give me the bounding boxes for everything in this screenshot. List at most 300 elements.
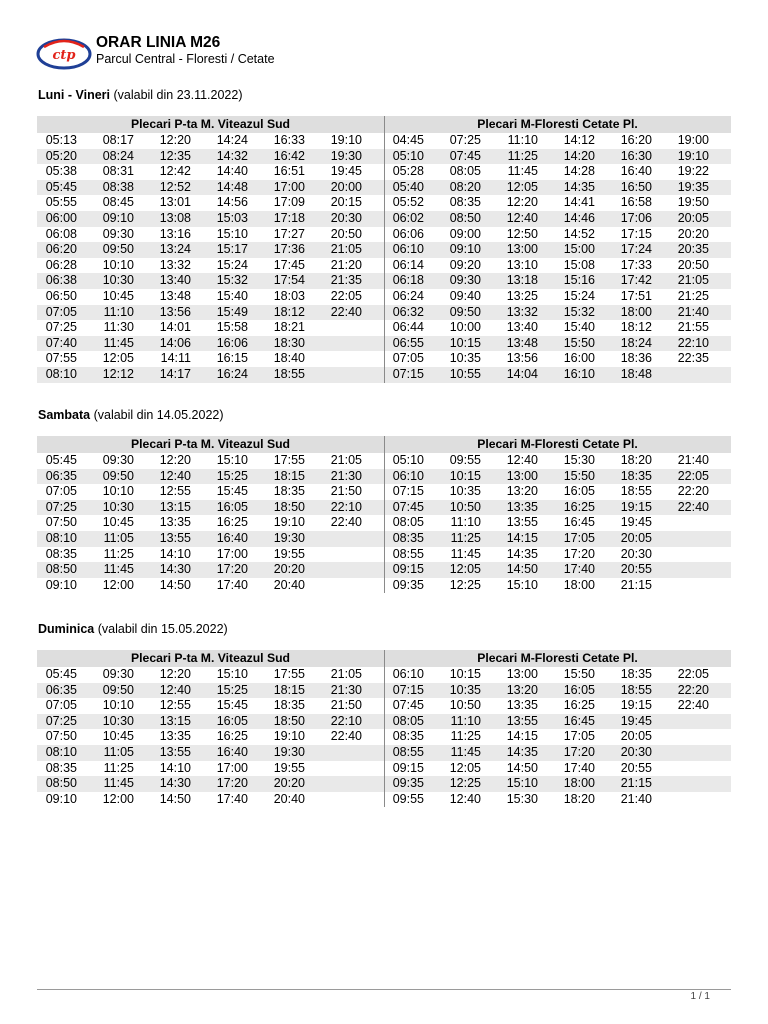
departure-time: 07:40	[45, 335, 77, 350]
departure-time: 17:15	[620, 226, 652, 241]
departure-time: 22:40	[330, 729, 362, 744]
departure-time: 17:20	[216, 776, 248, 791]
departure-time: 06:20	[45, 242, 77, 257]
departure-time: 21:40	[677, 453, 709, 467]
departure-time: 13:18	[506, 273, 538, 288]
departure-time: 07:50	[45, 729, 77, 744]
departure-time: 08:35	[392, 530, 424, 545]
departure-time: 13:32	[506, 304, 538, 319]
departure-time: 12:42	[159, 164, 191, 179]
departure-time: 05:45	[45, 453, 77, 467]
departure-time: 19:15	[620, 499, 652, 514]
departure-time: 17:20	[216, 562, 248, 577]
departure-time: 21:15	[620, 577, 652, 592]
departure-time: 11:25	[507, 148, 538, 163]
departure-time: 08:05	[392, 713, 424, 728]
departure-time: 13:10	[506, 257, 538, 272]
departure-time: 06:38	[45, 273, 77, 288]
departure-time: 07:25	[449, 133, 481, 147]
departure-time: 07:25	[45, 713, 77, 728]
departure-time: 21:30	[330, 468, 362, 483]
departure-time: 17:40	[216, 791, 248, 806]
timetable-weekdays	[37, 116, 731, 383]
departure-time: 12:20	[159, 453, 191, 467]
departure-time: 15:30	[563, 453, 595, 467]
departure-time: 10:15	[449, 667, 481, 681]
departure-time: 06:14	[392, 257, 424, 272]
departure-time: 05:28	[392, 164, 424, 179]
departure-time: 05:45	[45, 179, 77, 194]
departure-time: 15:30	[506, 791, 538, 806]
departure-time: 18:30	[273, 335, 305, 350]
departure-time: 16:10	[563, 366, 595, 381]
departure-time: 15:32	[563, 304, 595, 319]
departure-time: 11:10	[103, 304, 134, 319]
departure-time: 06:28	[45, 257, 77, 272]
departure-time: 18:55	[620, 484, 652, 499]
departure-time: 04:45	[392, 133, 424, 147]
departure-time: 08:24	[102, 148, 134, 163]
departure-time: 16:24	[216, 366, 248, 381]
departure-time: 14:12	[563, 133, 595, 147]
departure-time: 10:10	[102, 257, 134, 272]
departure-time: 05:20	[45, 148, 77, 163]
header-right-stop: Plecari M-Floresti Cetate Pl.	[477, 117, 638, 131]
section-validity: (valabil din 14.05.2022)	[90, 408, 224, 422]
departure-time: 16:58	[620, 195, 652, 210]
departure-time: 07:05	[45, 484, 77, 499]
departure-time: 14:35	[563, 179, 595, 194]
departure-time: 07:50	[45, 515, 77, 530]
departure-time: 20:50	[330, 226, 362, 241]
departure-time: 20:40	[273, 791, 305, 806]
departure-time: 09:10	[45, 791, 77, 806]
departure-time: 18:20	[563, 791, 595, 806]
departure-time: 14:48	[216, 179, 248, 194]
departure-time: 08:35	[45, 546, 77, 561]
departure-time: 11:25	[103, 546, 134, 561]
departure-time: 16:05	[216, 499, 248, 514]
departure-time: 12:40	[159, 682, 191, 697]
departure-time: 13:55	[159, 744, 191, 759]
departure-time: 22:10	[330, 713, 362, 728]
departure-time: 16:05	[216, 713, 248, 728]
departure-time: 15:49	[216, 304, 248, 319]
departure-time: 08:38	[102, 179, 134, 194]
departure-time: 14:50	[506, 562, 538, 577]
departure-time: 09:50	[102, 468, 134, 483]
departure-time: 14:11	[160, 351, 191, 366]
departure-time: 15:16	[563, 273, 595, 288]
departure-time: 17:55	[273, 667, 305, 681]
departure-time: 12:55	[159, 484, 191, 499]
departure-time: 05:45	[45, 667, 77, 681]
departure-time: 06:10	[392, 667, 424, 681]
departure-time: 13:20	[506, 484, 538, 499]
departure-time: 09:35	[392, 776, 424, 791]
departure-time: 18:35	[273, 484, 305, 499]
departure-time: 19:55	[273, 760, 305, 775]
departure-time: 07:05	[45, 304, 77, 319]
departure-time: 15:10	[216, 453, 248, 467]
departure-time: 22:10	[677, 335, 709, 350]
departure-time: 14:50	[159, 791, 191, 806]
departure-time: 17:24	[620, 242, 652, 257]
departure-time: 07:15	[392, 484, 424, 499]
departure-time: 14:46	[563, 210, 595, 225]
timetable-sunday	[37, 650, 731, 807]
departure-time: 15:25	[216, 468, 248, 483]
departure-time: 15:45	[216, 698, 248, 713]
departure-time: 12:55	[159, 698, 191, 713]
departure-time: 21:05	[330, 242, 362, 257]
departure-time: 15:45	[216, 484, 248, 499]
departure-time: 16:45	[563, 713, 595, 728]
departure-time: 15:10	[506, 776, 538, 791]
departure-time: 15:50	[563, 468, 595, 483]
departure-time: 15:32	[216, 273, 248, 288]
departure-time: 13:56	[506, 351, 538, 366]
departure-time: 15:58	[216, 320, 248, 335]
departure-time: 15:00	[563, 242, 595, 257]
departure-time: 14:20	[563, 148, 595, 163]
departure-time: 10:50	[449, 698, 481, 713]
departure-time: 16:25	[216, 515, 248, 530]
departure-time: 13:20	[506, 682, 538, 697]
departure-time: 09:30	[102, 667, 134, 681]
departure-time: 17:06	[620, 210, 652, 225]
departure-time: 12:12	[102, 366, 134, 381]
departure-time: 19:15	[620, 698, 652, 713]
departure-time: 10:45	[102, 288, 134, 303]
departure-time: 16:20	[620, 133, 652, 147]
departure-time: 16:40	[216, 530, 248, 545]
departure-time: 22:40	[330, 304, 362, 319]
departure-time: 09:50	[102, 682, 134, 697]
departure-time: 05:10	[392, 453, 424, 467]
departure-time: 20:55	[620, 760, 652, 775]
departure-time: 18:20	[620, 453, 652, 467]
departure-time: 09:50	[102, 242, 134, 257]
departure-time: 16:25	[563, 499, 595, 514]
page-number: 1 / 1	[690, 991, 710, 1002]
page-title: ORAR LINIA M26	[96, 34, 221, 51]
departure-time: 15:10	[506, 577, 538, 592]
departure-time: 14:15	[506, 530, 538, 545]
departure-time: 20:55	[620, 562, 652, 577]
departure-time: 22:10	[330, 499, 362, 514]
departure-time: 07:15	[392, 366, 424, 381]
departure-time: 13:35	[159, 729, 191, 744]
departure-time: 21:55	[677, 320, 709, 335]
departure-time: 11:45	[103, 562, 134, 577]
departure-time: 12:50	[506, 226, 538, 241]
departure-time: 17:40	[563, 562, 595, 577]
departure-time: 11:25	[450, 729, 481, 744]
departure-time: 11:10	[450, 713, 481, 728]
departure-time: 20:30	[620, 546, 652, 561]
departure-time: 06:02	[392, 210, 424, 225]
departure-time: 17:27	[273, 226, 305, 241]
section-validity: (valabil din 15.05.2022)	[94, 622, 228, 636]
departure-time: 12:35	[159, 148, 191, 163]
departure-time: 19:30	[330, 148, 362, 163]
departure-time: 11:10	[507, 133, 538, 147]
departure-time: 13:35	[506, 499, 538, 514]
departure-time: 06:50	[45, 288, 77, 303]
departure-time: 12:40	[506, 210, 538, 225]
departure-time: 13:40	[159, 273, 191, 288]
departure-time: 09:40	[449, 288, 481, 303]
departure-time: 14:15	[506, 729, 538, 744]
departure-time: 18:35	[620, 667, 652, 681]
departure-time: 11:05	[103, 530, 134, 545]
departure-time: 13:15	[159, 713, 191, 728]
departure-time: 18:00	[620, 304, 652, 319]
departure-time: 20:15	[330, 195, 362, 210]
departure-time: 16:33	[273, 133, 305, 147]
departure-time: 18:12	[620, 320, 652, 335]
departure-time: 13:16	[159, 226, 191, 241]
departure-time: 22:05	[677, 468, 709, 483]
departure-time: 10:10	[102, 698, 134, 713]
departure-time: 15:10	[216, 667, 248, 681]
departure-time: 22:35	[677, 351, 709, 366]
departure-time: 10:15	[449, 335, 481, 350]
departure-time: 16:15	[216, 351, 248, 366]
departure-time: 20:20	[273, 562, 305, 577]
departure-time: 12:05	[102, 351, 134, 366]
departure-time: 08:17	[102, 133, 134, 147]
departure-time: 19:45	[620, 713, 652, 728]
departure-time: 09:10	[45, 577, 77, 592]
departure-time: 20:40	[273, 577, 305, 592]
timetable-saturday	[37, 436, 731, 593]
departure-time: 18:36	[620, 351, 652, 366]
departure-time: 18:40	[273, 351, 305, 366]
departure-time: 18:55	[273, 366, 305, 381]
departure-time: 06:00	[45, 210, 77, 225]
departure-time: 09:30	[102, 453, 134, 467]
departure-time: 20:20	[273, 776, 305, 791]
departure-time: 11:45	[103, 335, 134, 350]
departure-time: 08:50	[45, 562, 77, 577]
departure-time: 21:05	[330, 667, 362, 681]
departure-time: 13:00	[506, 667, 538, 681]
column-divider	[384, 650, 385, 807]
departure-time: 13:35	[159, 515, 191, 530]
departure-time: 14:30	[159, 776, 191, 791]
departure-time: 15:24	[563, 288, 595, 303]
departure-time: 14:35	[506, 744, 538, 759]
departure-time: 18:35	[273, 698, 305, 713]
column-divider	[384, 436, 385, 593]
departure-time: 12:40	[506, 453, 538, 467]
departure-time: 08:35	[392, 729, 424, 744]
departure-time: 18:24	[620, 335, 652, 350]
departure-time: 07:45	[392, 499, 424, 514]
section-heading-saturday	[38, 408, 224, 423]
departure-time: 10:45	[102, 515, 134, 530]
departure-time: 13:00	[506, 242, 538, 257]
departure-time: 21:40	[620, 791, 652, 806]
departure-time: 09:30	[449, 273, 481, 288]
departure-time: 08:20	[449, 179, 481, 194]
departure-time: 13:00	[506, 468, 538, 483]
departure-time: 19:10	[330, 133, 362, 147]
departure-time: 12:52	[159, 179, 191, 194]
departure-time: 20:00	[330, 179, 362, 194]
departure-time: 22:40	[677, 698, 709, 713]
departure-time: 10:35	[449, 682, 481, 697]
departure-time: 06:08	[45, 226, 77, 241]
departure-time: 12:00	[102, 791, 134, 806]
departure-time: 11:05	[103, 744, 134, 759]
departure-time: 12:40	[159, 468, 191, 483]
departure-time: 16:51	[273, 164, 305, 179]
departure-time: 12:00	[102, 577, 134, 592]
section-day: Sambata	[38, 408, 91, 422]
departure-time: 11:45	[507, 164, 538, 179]
departure-time: 05:13	[45, 133, 77, 147]
column-divider	[384, 116, 385, 383]
departure-time: 09:35	[392, 577, 424, 592]
header-left-stop: Plecari P-ta M. Viteazul Sud	[131, 437, 290, 451]
departure-time: 05:52	[392, 195, 424, 210]
departure-time: 20:30	[330, 210, 362, 225]
departure-time: 11:25	[450, 530, 481, 545]
departure-time: 19:55	[273, 546, 305, 561]
route-subtitle: Parcul Central - Floresti / Cetate	[96, 52, 275, 66]
departure-time: 08:55	[392, 546, 424, 561]
departure-time: 07:45	[449, 148, 481, 163]
departure-time: 18:00	[563, 577, 595, 592]
departure-time: 17:55	[273, 453, 305, 467]
departure-time: 08:10	[45, 366, 77, 381]
departure-time: 13:55	[506, 713, 538, 728]
departure-time: 07:05	[45, 698, 77, 713]
departure-time: 08:35	[45, 760, 77, 775]
departure-time: 12:20	[159, 667, 191, 681]
section-validity: (valabil din 23.11.2022)	[110, 88, 243, 102]
departure-time: 15:03	[216, 210, 248, 225]
header-right-stop: Plecari M-Floresti Cetate Pl.	[477, 437, 638, 451]
departure-time: 16:42	[273, 148, 305, 163]
departure-time: 05:10	[392, 148, 424, 163]
departure-time: 07:05	[392, 351, 424, 366]
departure-time: 08:35	[449, 195, 481, 210]
departure-time: 07:25	[45, 320, 77, 335]
departure-time: 18:55	[620, 682, 652, 697]
departure-time: 17:09	[273, 195, 305, 210]
departure-time: 06:10	[392, 468, 424, 483]
departure-time: 19:10	[273, 515, 305, 530]
departure-time: 14:32	[216, 148, 248, 163]
departure-time: 11:45	[450, 744, 481, 759]
departure-time: 05:55	[45, 195, 77, 210]
departure-time: 14:56	[216, 195, 248, 210]
departure-time: 13:15	[159, 499, 191, 514]
departure-time: 11:30	[103, 320, 134, 335]
departure-time: 18:35	[620, 468, 652, 483]
departure-time: 08:05	[449, 164, 481, 179]
departure-time: 14:10	[159, 760, 191, 775]
departure-time: 16:40	[620, 164, 652, 179]
departure-time: 21:25	[677, 288, 709, 303]
departure-time: 10:45	[102, 729, 134, 744]
departure-time: 15:50	[563, 667, 595, 681]
departure-time: 17:45	[273, 257, 305, 272]
departure-time: 18:00	[563, 776, 595, 791]
section-day: Duminica	[38, 622, 95, 636]
departure-time: 16:05	[563, 484, 595, 499]
departure-time: 14:40	[216, 164, 248, 179]
departure-time: 13:01	[159, 195, 191, 210]
departure-time: 13:32	[159, 257, 191, 272]
departure-time: 21:50	[330, 698, 362, 713]
departure-time: 16:05	[563, 682, 595, 697]
departure-time: 06:55	[392, 335, 424, 350]
departure-time: 10:30	[102, 273, 134, 288]
departure-time: 20:50	[677, 257, 709, 272]
departure-time: 14:50	[506, 760, 538, 775]
departure-time: 20:05	[677, 210, 709, 225]
departure-time: 06:35	[45, 682, 77, 697]
departure-time: 15:24	[216, 257, 248, 272]
departure-time: 08:50	[449, 210, 481, 225]
departure-time: 21:50	[330, 484, 362, 499]
departure-time: 09:00	[449, 226, 481, 241]
departure-time: 22:20	[677, 484, 709, 499]
departure-time: 12:40	[449, 791, 481, 806]
departure-time: 14:52	[563, 226, 595, 241]
departure-time: 18:50	[273, 499, 305, 514]
departure-time: 09:10	[102, 210, 134, 225]
departure-time: 12:05	[449, 562, 481, 577]
departure-time: 20:35	[677, 242, 709, 257]
section-heading-weekdays	[38, 88, 243, 103]
departure-time: 11:45	[103, 776, 134, 791]
departure-time: 07:25	[45, 499, 77, 514]
departure-time: 10:50	[449, 499, 481, 514]
section-heading-sunday	[38, 622, 228, 637]
departure-time: 08:45	[102, 195, 134, 210]
departure-time: 17:40	[563, 760, 595, 775]
departure-time: 08:10	[45, 744, 77, 759]
departure-time: 13:35	[506, 698, 538, 713]
departure-time: 17:20	[563, 546, 595, 561]
departure-time: 10:15	[449, 468, 481, 483]
departure-time: 09:10	[449, 242, 481, 257]
departure-time: 14:06	[159, 335, 191, 350]
departure-time: 15:40	[563, 320, 595, 335]
departure-time: 16:00	[563, 351, 595, 366]
departure-time: 21:35	[330, 273, 362, 288]
departure-time: 22:05	[330, 288, 362, 303]
departure-time: 21:05	[330, 453, 362, 467]
departure-time: 15:17	[216, 242, 248, 257]
departure-time: 15:50	[563, 335, 595, 350]
departure-time: 22:40	[330, 515, 362, 530]
departure-time: 05:38	[45, 164, 77, 179]
departure-time: 17:18	[273, 210, 305, 225]
departure-time: 20:05	[620, 530, 652, 545]
departure-time: 12:20	[159, 133, 191, 147]
departure-time: 13:55	[506, 515, 538, 530]
departure-time: 09:15	[392, 562, 424, 577]
departure-time: 19:22	[677, 164, 709, 179]
departure-time: 17:54	[273, 273, 305, 288]
